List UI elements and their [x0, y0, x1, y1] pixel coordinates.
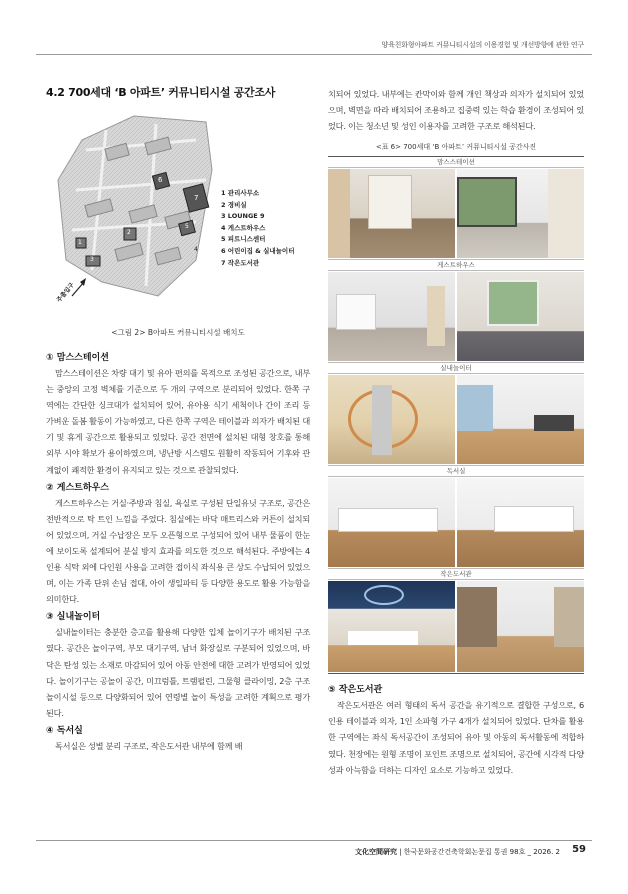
photo-indoor-playground-1: [328, 375, 455, 464]
photo-row: [328, 477, 584, 569]
page-number: 59: [572, 844, 586, 855]
footer-citation: [355, 847, 560, 857]
legend-item: 3 LOUNGE 9: [221, 212, 265, 221]
body-paragraph: 치되어 있었다. 내부에는 칸막이와 함께 개인 책상과 의자가 설치되어 있었으며, 벽면을 따라 배치되어 조용하고 집중력 있는 학습 환경이 조성되어 있었다. 이는 청소년 및 성인 이용자를 고려한 구조로 해석된다.: [328, 89, 584, 132]
photo-indoor-playground-2: [457, 375, 584, 464]
photo-moms-station-2: [457, 169, 584, 258]
subsection-heading: ② 게스트하우스: [46, 482, 109, 493]
body-paragraph: 실내놀이터는 충분한 층고를 활용해 다양한 입체 놀이기구가 배치된 구조였다. 공간은 놀이구역, 부모 대기구역, 남녀 화장실로 구분되어 있었으며, 바닥은 탄성 있는 소재로 마감되어 있어 아동 안전에 대한 고려가 반영되어 있었다. 놀이기구는 공놀이 공간, 미끄럼틀, 트램펄린, 그물형 클라이밍, 2층 구조 놀이시설 등으로 다양화되어 있어 연령별 놀이 특성을 고려한 계획으로 평가된다.: [46, 627, 310, 718]
site-plan-figure: [46, 110, 310, 318]
table-row-label: 맘스스테이션: [328, 157, 584, 168]
photo-row: [328, 168, 584, 260]
body-paragraph: 맘스스테이션은 차량 대기 및 유아 편의를 목적으로 조성된 공간으로, 내부는 중앙의 고정 벽체를 기준으로 두 개의 구역으로 분리되어 있었다. 한쪽 구역에는 간단한 싱크대가 설치되어 있어, 유아용 식기 세척이나 간이 조리 등 가벼운 돌봄 활동이 가능하였고, 다른 한쪽 구역은 테이블과 의자가 배치된 대기 및 휴게 공간으로 활용되고 있었다. 공간 전면에 설치된 대형 창호를 통해 외부 시야 확보가 용이하였으며, 냉난방 시스템도 원활히 작동되어 기후와 관계없이 쾌적한 환경이 유지되고 있는 것으로 관찰되었다.: [46, 368, 310, 475]
building-number-7: 7: [194, 194, 199, 202]
right-column: [328, 86, 584, 778]
building-number-2: 2: [127, 229, 131, 236]
photo-small-library-2: [457, 581, 584, 672]
building-number-3: 3: [90, 256, 94, 263]
legend-item: 7 작은도서관: [221, 258, 260, 267]
running-head: 양육친화형아파트 커뮤니티시설의 이용경험 및 개선방향에 관한 연구: [381, 41, 584, 49]
building-number-4: 4: [194, 246, 198, 253]
photo-table: [328, 156, 584, 674]
photo-reading-room-2: [457, 478, 584, 567]
journal-name: 文化空間硏究: [354, 848, 397, 856]
figure-caption: <그림 2> B아파트 커뮤니티시설 배치도: [111, 328, 245, 337]
legend-item: 5 피트니스센터: [221, 235, 266, 244]
legend-item: 1 관리사무소: [221, 189, 260, 197]
entrance-label: 주출입구: [55, 281, 76, 304]
body-paragraph: 작은도서관은 여러 형태의 독서 공간을 유기적으로 결합한 구성으로, 6인용 테이블과 의자, 1인 소파형 가구 4개가 설치되어 있었다. 단차를 활용한 구역에는 좌식 독서공간이 조성되어 유아 및 아동의 독서활동에 적합하였다. 천장에는 원형 조명이 포인트 조명으로 설치되어, 공간에 시각적 다양성과 아늑함을 더하는 디자인 요소로 기능하고 있었다.: [328, 700, 584, 775]
building-number-1: 1: [78, 239, 82, 246]
building-number-6: 6: [158, 176, 163, 184]
body-paragraph: 독서실은 성별 분리 구조로, 작은도서관 내부에 함께 배: [55, 740, 243, 751]
table-row-label: 독서실: [328, 466, 584, 477]
map-legend: [221, 188, 295, 269]
building-number-5: 5: [185, 223, 189, 230]
subsection-heading: ③ 실내놀이터: [46, 612, 101, 623]
table-row-label: 작은도서관: [328, 569, 584, 580]
photo-reading-room-1: [328, 478, 455, 567]
table-caption: <표 6> 700세대 ‘B 아파트’ 커뮤니티시설 공간사진: [375, 143, 537, 152]
subsection-heading: ⑤ 작은도서관: [328, 685, 383, 696]
table-row-label: 게스트하우스: [328, 260, 584, 271]
table-row-label: 실내놀이터: [328, 363, 584, 374]
photo-guesthouse-1: [328, 272, 455, 361]
photo-small-library-1: [328, 581, 455, 672]
body-paragraph: 게스트하우스는 거실·주방과 침실, 욕실로 구성된 단일유닛 구조로, 공간은 전반적으로 탁 트인 느낌을 주었다. 침실에는 바닥 매트리스와 커튼이 설치되어 있었으며, 거실 수납장은 모두 오픈형으로 구성되어 있어 내부 물품이 한눈에 보이도록 설계되어 분실 방지 효과를 의도한 것으로 해석된다. 주방에는 4인용 식탁 외에 다인원 사용을 고려한 접이식 좌식용 큰 상도 수납되어 있었으며, 이는 가족 단위 손님 접대, 아이 생일파티 등 다양한 용도로 활용 가능함을 의미한다.: [46, 497, 310, 605]
photo-row: [328, 580, 584, 673]
photo-moms-station-1: [328, 169, 455, 258]
legend-item: 2 경비실: [221, 200, 247, 209]
header-rule: [36, 54, 592, 55]
left-column: [46, 84, 310, 754]
section-title: 4.2 700세대 ‘B 아파트’ 커뮤니티시설 공간조사: [46, 86, 276, 99]
photo-guesthouse-2: [457, 272, 584, 361]
legend-item: 4 게스트하우스: [221, 223, 266, 232]
photo-row: [328, 271, 584, 363]
photo-row: [328, 374, 584, 466]
subsection-heading: ① 맘스스테이션: [46, 353, 109, 363]
citation-text: 한국문화공간건축학회논문집 통권 98호 _ 2026. 2: [403, 848, 560, 856]
footer-rule: [36, 840, 592, 841]
legend-item: 6 어린이집 & 실내놀이터: [221, 246, 295, 255]
subsection-heading: ④ 독서실: [46, 725, 83, 736]
footer-separator: |: [399, 848, 404, 856]
